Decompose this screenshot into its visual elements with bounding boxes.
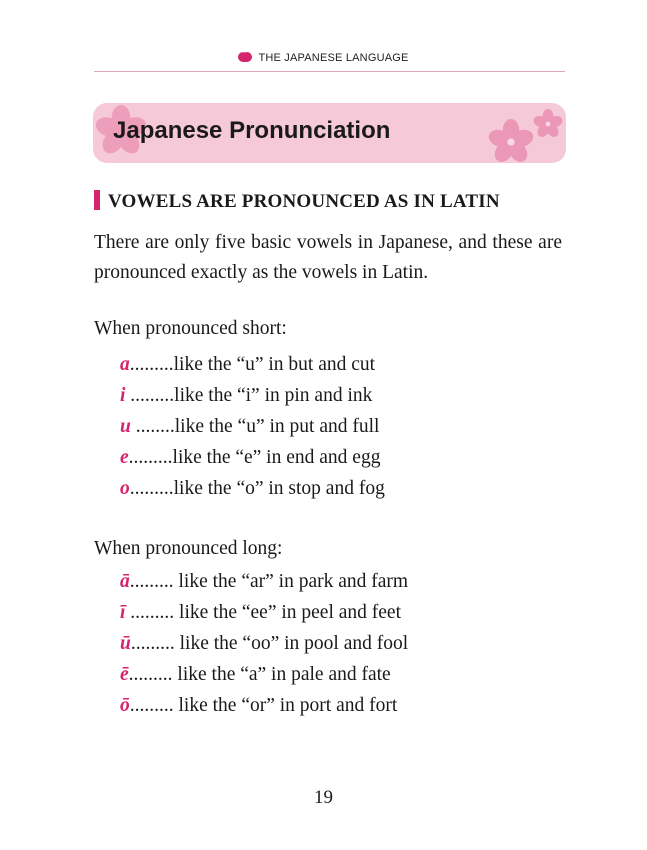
vowel: ī (120, 602, 126, 623)
vowel: u (120, 416, 131, 437)
running-head-text: THE JAPANESE LANGUAGE (258, 52, 409, 64)
long-vowels-list (120, 566, 560, 721)
leader-dots: ......... (128, 664, 173, 685)
cherry-blossom-icon (488, 119, 534, 163)
vowel-description: like the “oo” in pool and fool (174, 633, 409, 654)
leader-dots: ......... (128, 447, 173, 468)
list-item (120, 628, 560, 659)
list-item (120, 442, 560, 473)
running-head (0, 52, 647, 64)
leader-dots: ......... (125, 602, 175, 623)
long-vowels-label: When pronounced long: (94, 538, 283, 559)
vowel: ō (120, 695, 130, 716)
heading-marker (94, 190, 100, 210)
list-item (120, 411, 560, 442)
leader-dots: ......... (129, 571, 174, 592)
section-heading-text: VOWELS ARE PRONOUNCED AS IN LATIN (108, 191, 500, 212)
vowel-description: like the “ee” in peel and feet (174, 602, 402, 623)
short-vowels-list (120, 349, 560, 504)
vowel-description: like the “e” in end and egg (172, 447, 381, 468)
leader-dots: ........ (130, 416, 175, 437)
vowel: i (120, 385, 126, 406)
list-item (120, 566, 560, 597)
vowel-description: like the “u” in but and cut (173, 354, 376, 375)
short-vowels-label: When pronounced short: (94, 318, 287, 339)
leader-dots: ......... (130, 633, 175, 654)
vowel-description: like the “or” in port and fort (173, 695, 398, 716)
list-item (120, 380, 560, 411)
title-banner (93, 103, 566, 163)
vowel-description: like the “a” in pale and fate (172, 664, 391, 685)
vowel-description: like the “o” in stop and fog (173, 478, 385, 499)
leader-dots: ......... (129, 695, 174, 716)
vowel-description: like the “u” in put and full (174, 416, 380, 437)
intro-paragraph: There are only five basic vowels in Japanese, and these are pronounced exactly as the vowels in Latin. (94, 232, 562, 283)
vowel: a (120, 354, 130, 375)
leader-dots: ......... (129, 478, 174, 499)
list-item (120, 597, 560, 628)
list-item (120, 690, 560, 721)
header-rule (94, 71, 565, 72)
leader-dots: ......... (125, 385, 175, 406)
leader-dots: ......... (129, 354, 174, 375)
vowel: e (120, 447, 129, 468)
vowel: ū (120, 633, 131, 654)
list-item (120, 473, 560, 504)
vowel: o (120, 478, 130, 499)
vowel-description: like the “ar” in park and farm (173, 571, 409, 592)
page-number: 19 (314, 787, 333, 808)
vowel: ē (120, 664, 129, 685)
cherry-blossom-icon (533, 109, 563, 139)
list-item (120, 349, 560, 380)
page-title: Japanese Pronunciation (113, 117, 391, 144)
list-item (120, 659, 560, 690)
vowel-description: like the “i” in pin and ink (174, 385, 373, 406)
section-heading (94, 190, 574, 213)
vowel: ā (120, 571, 130, 592)
speech-bubble-icon (238, 52, 252, 62)
